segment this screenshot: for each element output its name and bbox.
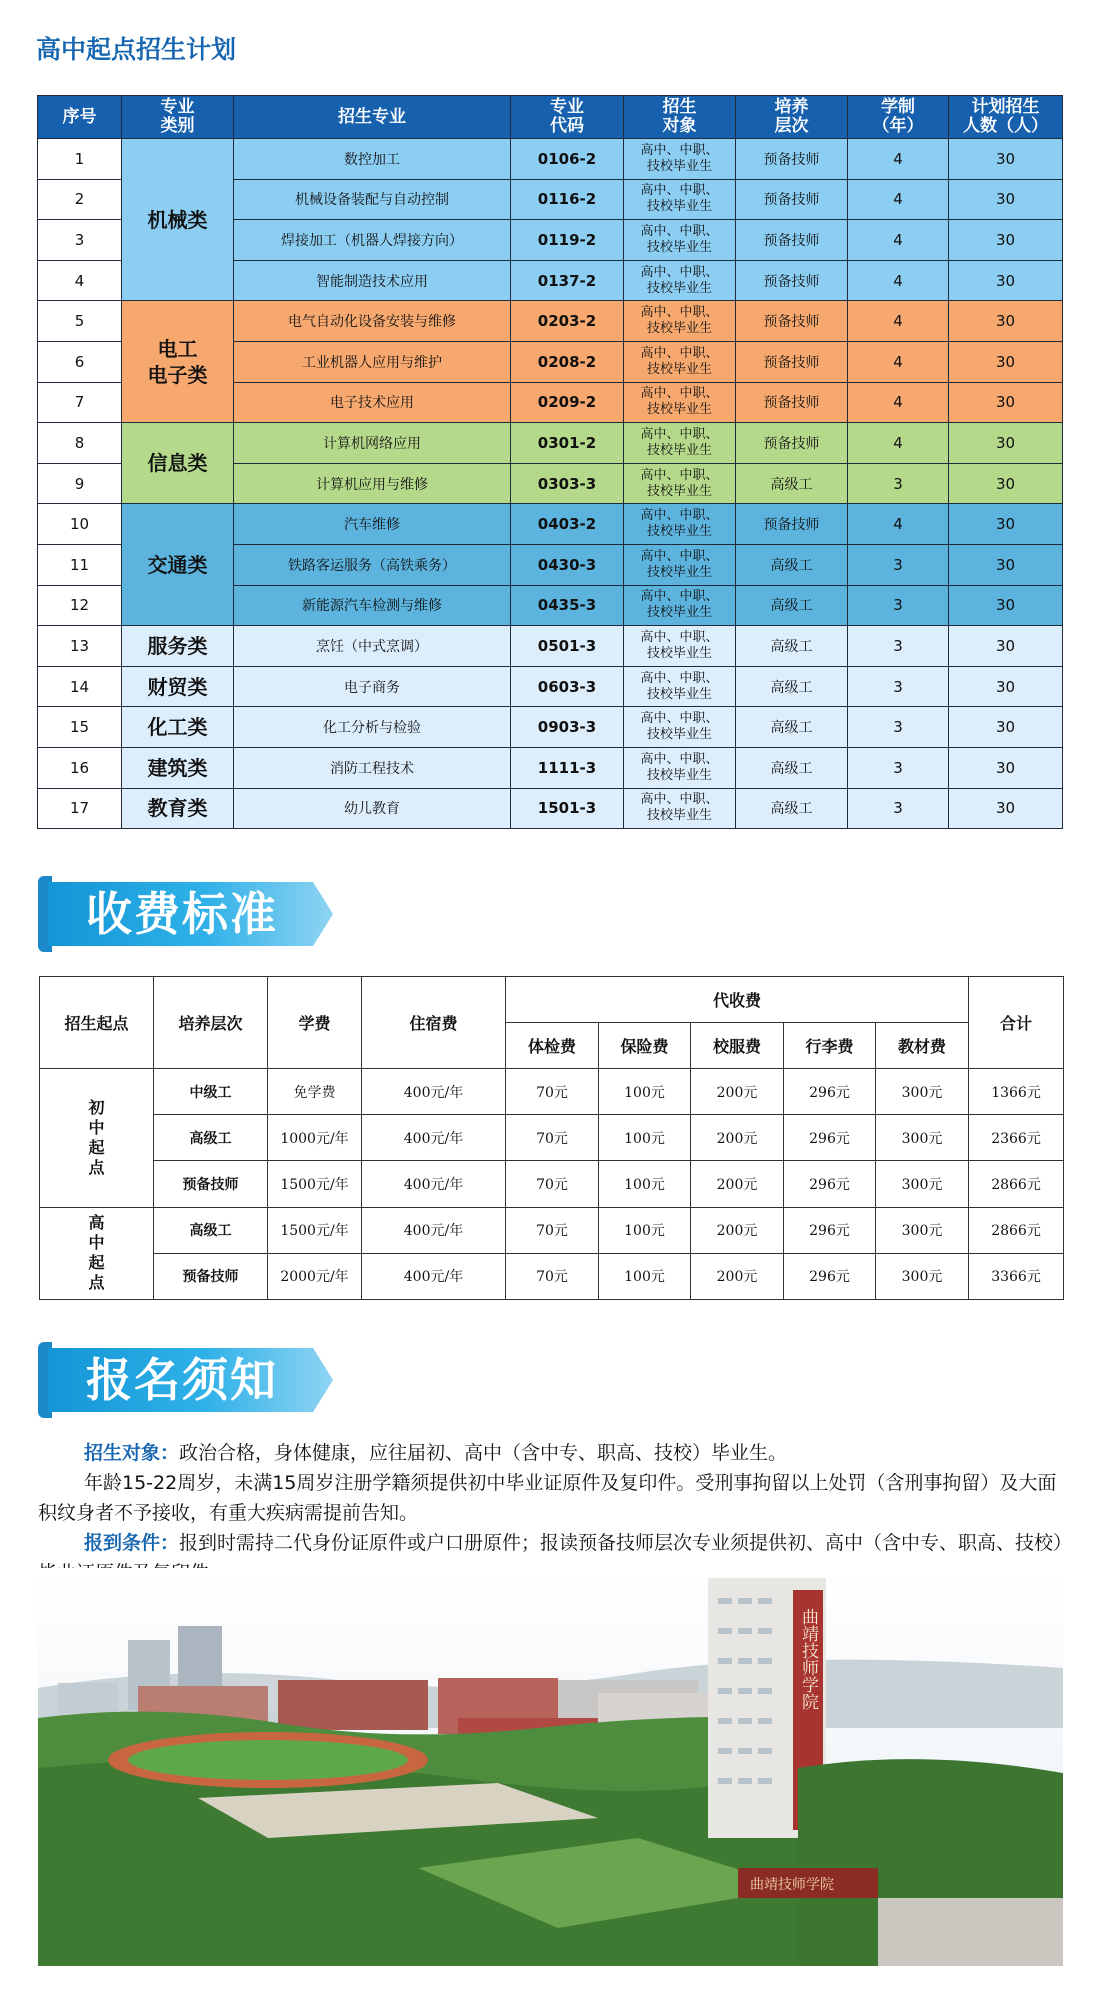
- fee-total: 2866元: [969, 1207, 1064, 1253]
- fee-tuition: 1500元/年: [268, 1161, 362, 1207]
- row-code: 0430-3: [511, 544, 624, 585]
- row-major: 焊接加工（机器人焊接方向）: [234, 220, 511, 261]
- fee-header-row-1: [40, 977, 1064, 1023]
- fee-item: 200元: [691, 1069, 784, 1115]
- row-seq: 1: [38, 139, 122, 180]
- row-seq: 8: [38, 423, 122, 464]
- row-target: 高中、中职、 技校毕业生: [624, 544, 736, 585]
- header-years: 学制 （年）: [848, 96, 949, 139]
- row-category: 电工 电子类: [122, 301, 234, 423]
- row-level: 预备技师: [736, 341, 848, 382]
- row-target: 高中、中职、 技校毕业生: [624, 707, 736, 748]
- row-category: 交通类: [122, 504, 234, 626]
- row-code: 0903-3: [511, 707, 624, 748]
- fee-item: 296元: [784, 1207, 876, 1253]
- fee-item: 100元: [599, 1253, 691, 1299]
- fee-item: 70元: [506, 1161, 599, 1207]
- row-target: 高中、中职、 技校毕业生: [624, 585, 736, 626]
- row-years: 3: [848, 788, 949, 829]
- row-level: 预备技师: [736, 179, 848, 220]
- fee-total: 1366元: [969, 1069, 1064, 1115]
- plan-title: 高中起点招生计划: [36, 35, 237, 64]
- notice-banner-text: 报名须知: [86, 1353, 278, 1407]
- row-count: 30: [949, 341, 1063, 382]
- notice-age-text: 年龄15-22周岁，未满15周岁注册学籍须提供初中毕业证原件及复印件。受刑事拘留以上处罚（含刑事拘留）及大面积纹身者不予接收，有重大疾病需提前告知。: [38, 1472, 1057, 1524]
- row-code: 0301-2: [511, 423, 624, 464]
- row-years: 3: [848, 585, 949, 626]
- row-major: 智能制造技术应用: [234, 260, 511, 301]
- fee-item: 296元: [784, 1253, 876, 1299]
- campus-photo-illustration: [38, 1568, 1063, 1966]
- fee-tuition: 免学费: [268, 1069, 362, 1115]
- fee-level: 预备技师: [154, 1161, 268, 1207]
- row-years: 4: [848, 179, 949, 220]
- fee-level: 高级工: [154, 1115, 268, 1161]
- fee-header-total: 合计: [969, 977, 1064, 1069]
- row-code: 0603-3: [511, 666, 624, 707]
- row-code: 0403-2: [511, 504, 624, 545]
- row-count: 30: [949, 626, 1063, 667]
- fee-start: 初 中 起 点: [40, 1069, 154, 1208]
- row-count: 30: [949, 382, 1063, 423]
- fee-row: [40, 1069, 1064, 1115]
- notice-conditions-text: 报到时需持二代身份证原件或户口册原件；报读预备技师层次专业须提供初、高中（含中专、职高、技校）: [179, 1532, 1063, 1554]
- row-major: 计算机应用与维修: [234, 463, 511, 504]
- row-seq: 16: [38, 747, 122, 788]
- row-level: 预备技师: [736, 382, 848, 423]
- row-years: 3: [848, 544, 949, 585]
- row-target: 高中、中职、 技校毕业生: [624, 301, 736, 342]
- row-years: 4: [848, 139, 949, 180]
- row-count: 30: [949, 788, 1063, 829]
- row-major: 数控加工: [234, 139, 511, 180]
- row-category: 建筑类: [122, 747, 234, 788]
- fee-item: 100元: [599, 1069, 691, 1115]
- fee-total: 3366元: [969, 1253, 1064, 1299]
- fee-item: 100元: [599, 1207, 691, 1253]
- fee-item: 296元: [784, 1115, 876, 1161]
- row-count: 30: [949, 544, 1063, 585]
- row-years: 4: [848, 220, 949, 261]
- plan-row: [38, 504, 1063, 545]
- row-level: 预备技师: [736, 301, 848, 342]
- row-count: 30: [949, 139, 1063, 180]
- row-category: 教育类: [122, 788, 234, 829]
- row-category: 财贸类: [122, 666, 234, 707]
- row-level: 预备技师: [736, 220, 848, 261]
- row-code: 0435-3: [511, 585, 624, 626]
- row-seq: 17: [38, 788, 122, 829]
- row-code: 0203-2: [511, 301, 624, 342]
- fee-level: 高级工: [154, 1207, 268, 1253]
- row-count: 30: [949, 423, 1063, 464]
- plan-row: [38, 666, 1063, 707]
- fee-tuition: 2000元/年: [268, 1253, 362, 1299]
- row-code: 0116-2: [511, 179, 624, 220]
- fee-lodging: 400元/年: [362, 1069, 506, 1115]
- fee-row: [40, 1115, 1064, 1161]
- fee-row: [40, 1161, 1064, 1207]
- row-count: 30: [949, 463, 1063, 504]
- fee-item: 300元: [876, 1115, 969, 1161]
- header-target: 招生 对象: [624, 96, 736, 139]
- fee-header-tuition: 学费: [268, 977, 362, 1069]
- row-seq: 4: [38, 260, 122, 301]
- plan-row: [38, 139, 1063, 180]
- row-level: 高级工: [736, 585, 848, 626]
- fee-header-item: 校服费: [691, 1023, 784, 1069]
- row-years: 4: [848, 423, 949, 464]
- enrollment-plan-table: [37, 95, 1063, 829]
- row-seq: 2: [38, 179, 122, 220]
- row-level: 预备技师: [736, 139, 848, 180]
- campus-photo: [38, 1568, 1063, 1966]
- fee-header-level: 培养层次: [154, 977, 268, 1069]
- row-years: 4: [848, 382, 949, 423]
- notice-target-text: 政治合格，身体健康，应往届初、高中（含中专、职高、技校）毕业生。: [179, 1442, 788, 1464]
- row-count: 30: [949, 504, 1063, 545]
- row-seq: 5: [38, 301, 122, 342]
- row-major: 铁路客运服务（高铁乘务）: [234, 544, 511, 585]
- plan-row: [38, 707, 1063, 748]
- row-code: 1111-3: [511, 747, 624, 788]
- row-code: 0303-3: [511, 463, 624, 504]
- row-seq: 15: [38, 707, 122, 748]
- row-years: 4: [848, 504, 949, 545]
- fee-header-lodging: 住宿费: [362, 977, 506, 1069]
- row-major: 机械设备装配与自动控制: [234, 179, 511, 220]
- row-years: 3: [848, 747, 949, 788]
- row-count: 30: [949, 707, 1063, 748]
- row-years: 3: [848, 707, 949, 748]
- row-years: 4: [848, 260, 949, 301]
- fee-item: 200元: [691, 1253, 784, 1299]
- fee-total: 2366元: [969, 1115, 1064, 1161]
- row-count: 30: [949, 585, 1063, 626]
- fee-item: 70元: [506, 1253, 599, 1299]
- notice-conditions-label: 报到条件：: [84, 1532, 180, 1554]
- fee-item: 200元: [691, 1207, 784, 1253]
- notice-target: [38, 1438, 1068, 1468]
- fee-item: 300元: [876, 1161, 969, 1207]
- fee-lodging: 400元/年: [362, 1207, 506, 1253]
- row-years: 3: [848, 463, 949, 504]
- row-code: 0119-2: [511, 220, 624, 261]
- row-seq: 6: [38, 341, 122, 382]
- row-code: 0106-2: [511, 139, 624, 180]
- fee-row: [40, 1253, 1064, 1299]
- row-seq: 14: [38, 666, 122, 707]
- notice-banner: [38, 1342, 338, 1418]
- row-level: 高级工: [736, 666, 848, 707]
- row-count: 30: [949, 260, 1063, 301]
- row-level: 高级工: [736, 707, 848, 748]
- row-category: 化工类: [122, 707, 234, 748]
- row-major: 消防工程技术: [234, 747, 511, 788]
- fee-header-item: 保险费: [599, 1023, 691, 1069]
- row-code: 0137-2: [511, 260, 624, 301]
- fee-header-item: 教材费: [876, 1023, 969, 1069]
- fee-header-start: 招生起点: [40, 977, 154, 1069]
- fee-level: 预备技师: [154, 1253, 268, 1299]
- row-level: 高级工: [736, 626, 848, 667]
- fee-item: 70元: [506, 1115, 599, 1161]
- row-seq: 12: [38, 585, 122, 626]
- plan-row: [38, 301, 1063, 342]
- row-level: 预备技师: [736, 504, 848, 545]
- row-target: 高中、中职、 技校毕业生: [624, 220, 736, 261]
- row-code: 0501-3: [511, 626, 624, 667]
- plan-row: [38, 423, 1063, 464]
- row-seq: 9: [38, 463, 122, 504]
- row-category: 服务类: [122, 626, 234, 667]
- row-seq: 13: [38, 626, 122, 667]
- fee-item: 70元: [506, 1207, 599, 1253]
- row-category: 机械类: [122, 139, 234, 301]
- row-level: 高级工: [736, 463, 848, 504]
- header-major: 招生专业: [234, 96, 511, 139]
- header-category: 专业 类别: [122, 96, 234, 139]
- fee-item: 296元: [784, 1069, 876, 1115]
- plan-header-row: [38, 96, 1063, 139]
- fee-total: 2866元: [969, 1161, 1064, 1207]
- row-seq: 10: [38, 504, 122, 545]
- row-target: 高中、中职、 技校毕业生: [624, 504, 736, 545]
- fee-lodging: 400元/年: [362, 1161, 506, 1207]
- row-major: 新能源汽车检测与维修: [234, 585, 511, 626]
- row-major: 电气自动化设备安装与维修: [234, 301, 511, 342]
- row-count: 30: [949, 220, 1063, 261]
- fees-banner: [38, 876, 338, 952]
- fee-item: 200元: [691, 1115, 784, 1161]
- row-level: 预备技师: [736, 260, 848, 301]
- row-major: 烹饪（中式烹调）: [234, 626, 511, 667]
- row-target: 高中、中职、 技校毕业生: [624, 747, 736, 788]
- row-count: 30: [949, 179, 1063, 220]
- fee-level: 中级工: [154, 1069, 268, 1115]
- fee-header-collect: 代收费: [506, 977, 969, 1023]
- fee-item: 300元: [876, 1253, 969, 1299]
- fee-header-item: 行李费: [784, 1023, 876, 1069]
- row-count: 30: [949, 747, 1063, 788]
- row-years: 4: [848, 301, 949, 342]
- fee-start: 高 中 起 点: [40, 1207, 154, 1299]
- fee-item: 200元: [691, 1161, 784, 1207]
- row-target: 高中、中职、 技校毕业生: [624, 463, 736, 504]
- fee-row: [40, 1207, 1064, 1253]
- row-level: 高级工: [736, 544, 848, 585]
- row-code: 0209-2: [511, 382, 624, 423]
- row-code: 1501-3: [511, 788, 624, 829]
- fees-banner-text: 收费标准: [86, 887, 278, 941]
- row-major: 化工分析与检验: [234, 707, 511, 748]
- row-seq: 11: [38, 544, 122, 585]
- fee-lodging: 400元/年: [362, 1253, 506, 1299]
- plan-row: [38, 788, 1063, 829]
- row-category: 信息类: [122, 423, 234, 504]
- fee-standard-table: [39, 976, 1064, 1300]
- row-target: 高中、中职、 技校毕业生: [624, 626, 736, 667]
- row-code: 0208-2: [511, 341, 624, 382]
- row-major: 电子商务: [234, 666, 511, 707]
- row-count: 30: [949, 301, 1063, 342]
- header-code: 专业 代码: [511, 96, 624, 139]
- row-seq: 7: [38, 382, 122, 423]
- row-level: 预备技师: [736, 423, 848, 464]
- fee-tuition: 1000元/年: [268, 1115, 362, 1161]
- row-years: 3: [848, 666, 949, 707]
- row-years: 3: [848, 626, 949, 667]
- row-major: 计算机网络应用: [234, 423, 511, 464]
- row-major: 汽车维修: [234, 504, 511, 545]
- header-seq: 序号: [38, 96, 122, 139]
- row-level: 高级工: [736, 747, 848, 788]
- header-count: 计划招生 人数（人）: [949, 96, 1063, 139]
- fee-tuition: 1500元/年: [268, 1207, 362, 1253]
- row-seq: 3: [38, 220, 122, 261]
- row-target: 高中、中职、 技校毕业生: [624, 260, 736, 301]
- row-target: 高中、中职、 技校毕业生: [624, 139, 736, 180]
- row-target: 高中、中职、 技校毕业生: [624, 382, 736, 423]
- row-major: 幼儿教育: [234, 788, 511, 829]
- plan-row: [38, 747, 1063, 788]
- row-target: 高中、中职、 技校毕业生: [624, 666, 736, 707]
- fee-item: 300元: [876, 1069, 969, 1115]
- tower-sign: 曲靖技师学院: [798, 1608, 818, 1710]
- row-count: 30: [949, 666, 1063, 707]
- fee-lodging: 400元/年: [362, 1115, 506, 1161]
- row-years: 4: [848, 341, 949, 382]
- row-level: 高级工: [736, 788, 848, 829]
- row-target: 高中、中职、 技校毕业生: [624, 788, 736, 829]
- header-level: 培养 层次: [736, 96, 848, 139]
- fee-item: 300元: [876, 1207, 969, 1253]
- row-major: 工业机器人应用与维护: [234, 341, 511, 382]
- plan-row: [38, 626, 1063, 667]
- row-target: 高中、中职、 技校毕业生: [624, 423, 736, 464]
- notice-age: [38, 1468, 1068, 1528]
- fee-item: 296元: [784, 1161, 876, 1207]
- row-target: 高中、中职、 技校毕业生: [624, 341, 736, 382]
- row-target: 高中、中职、 技校毕业生: [624, 179, 736, 220]
- fee-item: 100元: [599, 1161, 691, 1207]
- notice-target-label: 招生对象：: [84, 1442, 180, 1464]
- fee-item: 100元: [599, 1115, 691, 1161]
- fee-header-item: 体检费: [506, 1023, 599, 1069]
- row-major: 电子技术应用: [234, 382, 511, 423]
- fee-item: 70元: [506, 1069, 599, 1115]
- gate-sign: 曲靖技师学院: [750, 1877, 834, 1893]
